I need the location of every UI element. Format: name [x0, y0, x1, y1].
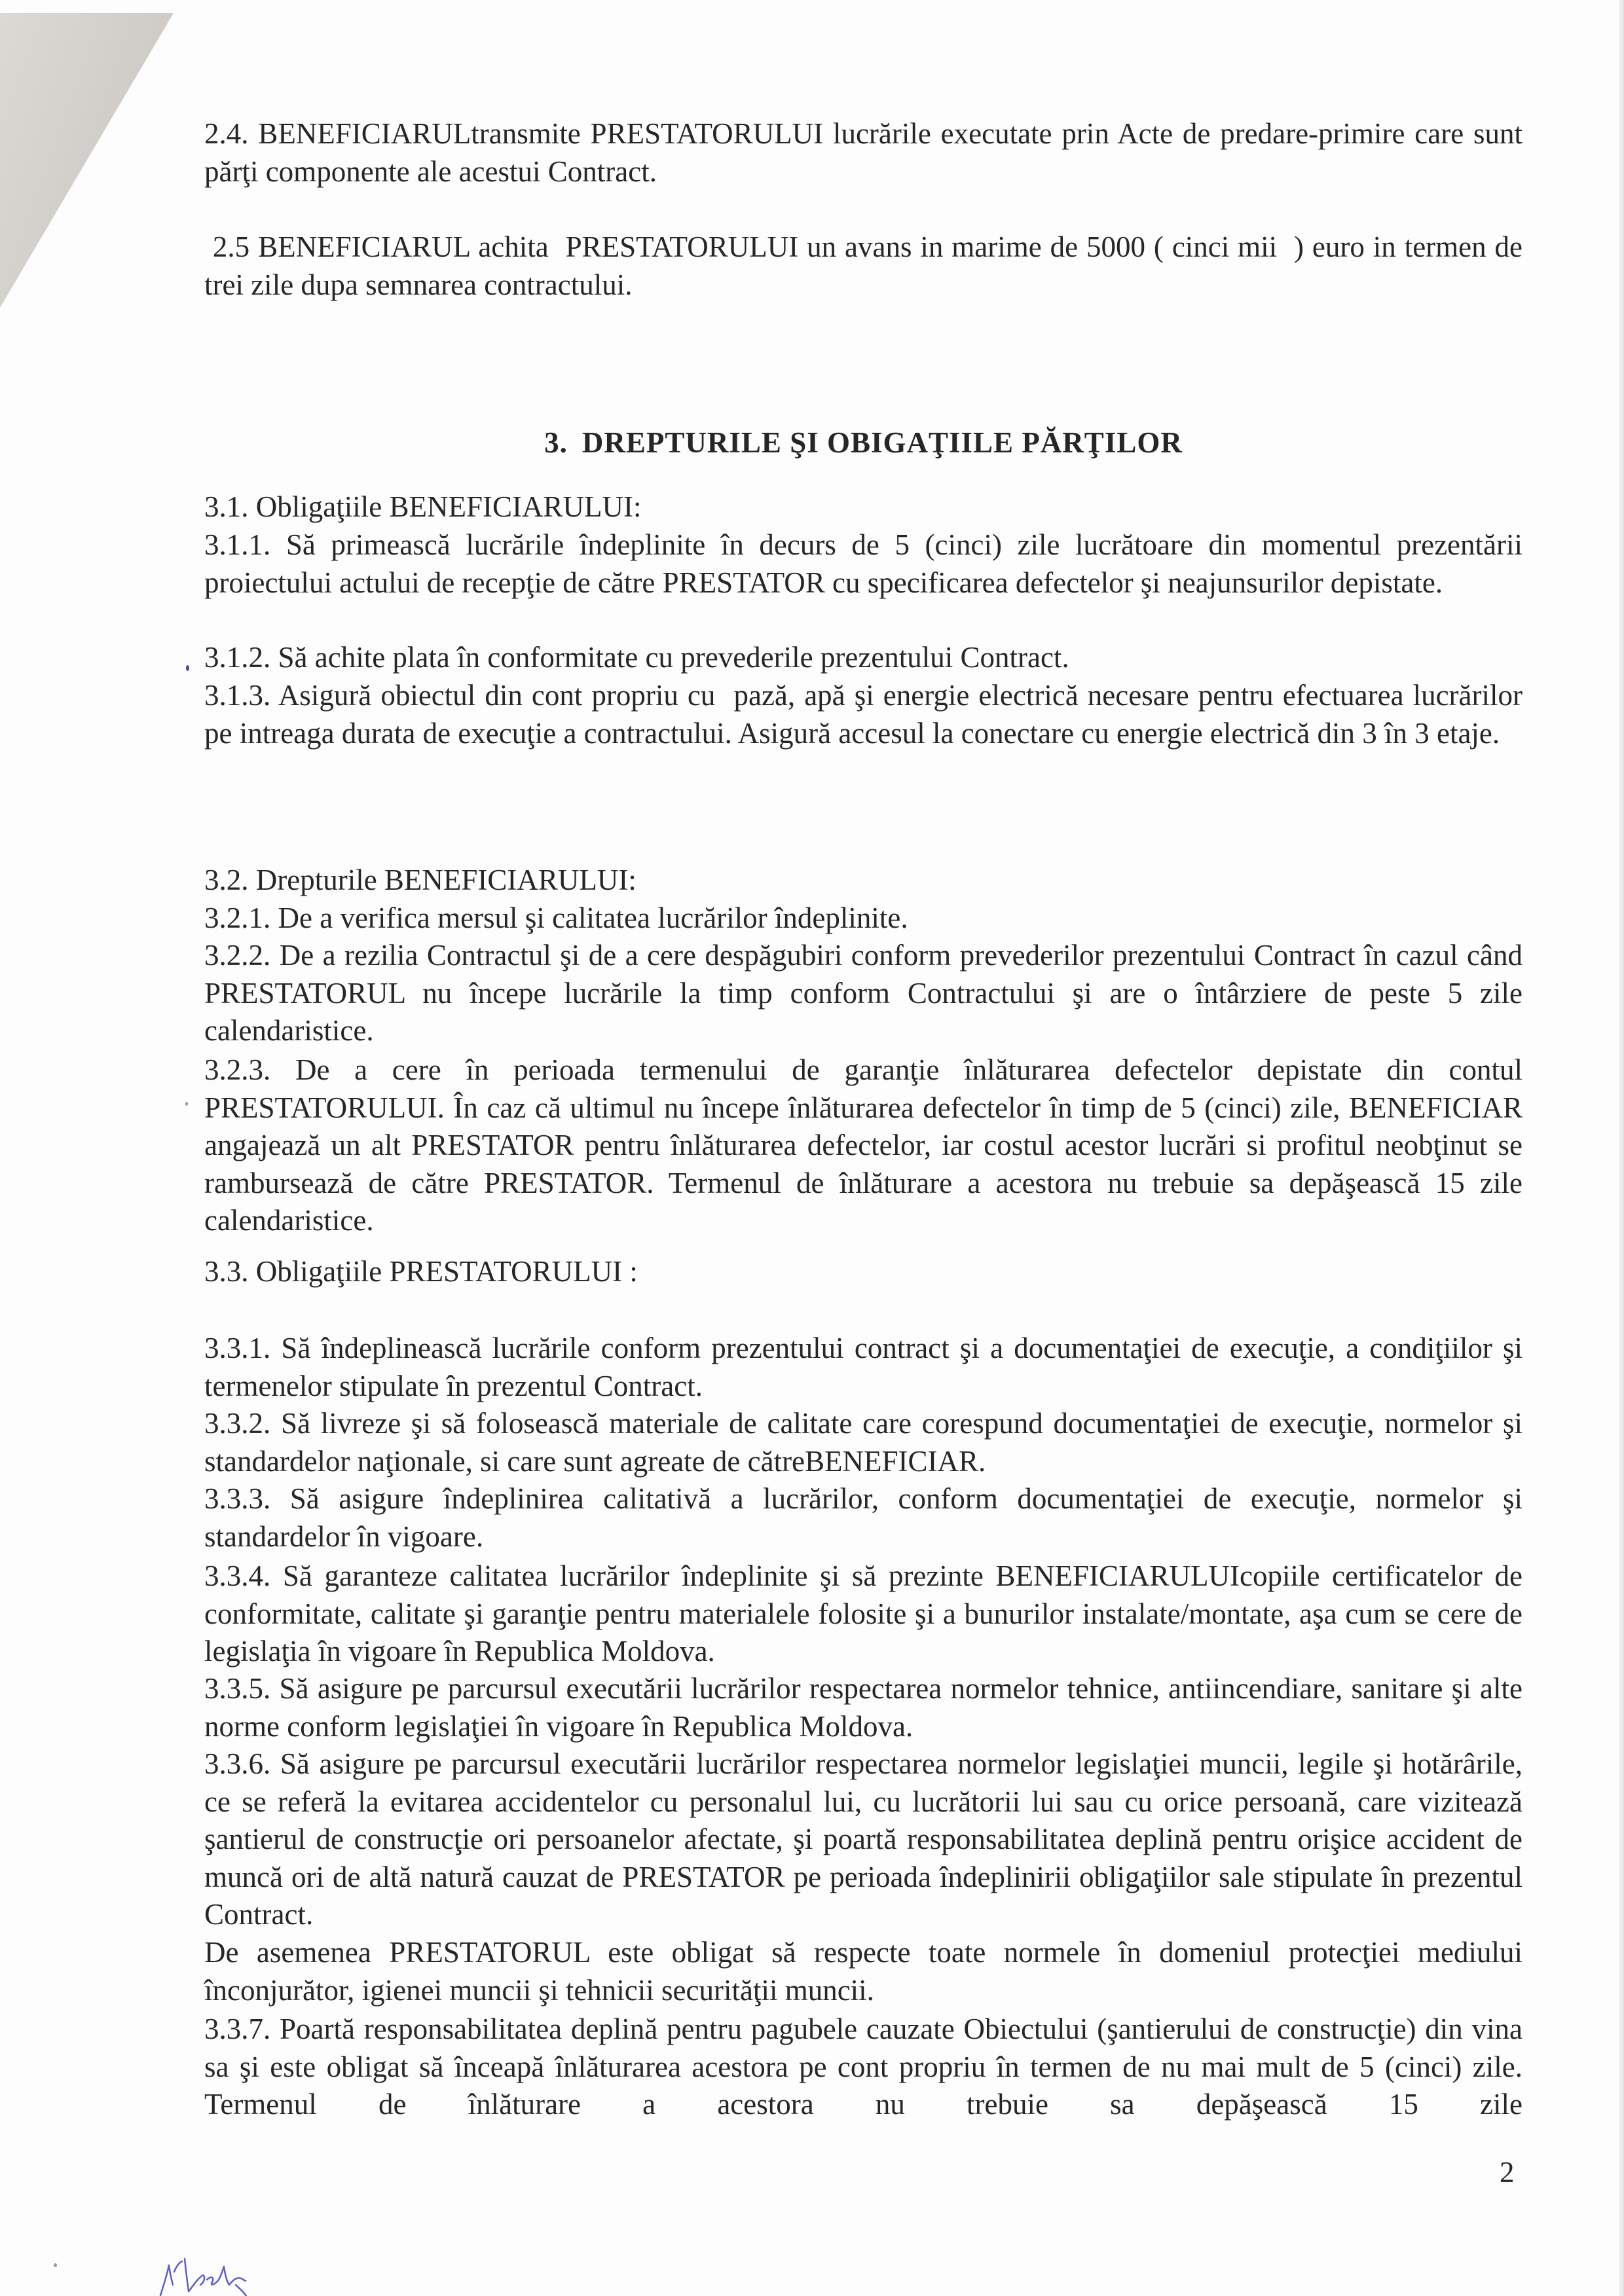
- subsection-title-3-2: 3.2. Drepturile BENEFICIARULUI:: [204, 864, 637, 896]
- page-number: 2: [1500, 2156, 1515, 2189]
- clause-3-3-4: 3.3.4. Să garanteze calitatea lucrărilor îndeplinite şi să prezinte BENEFICIARULUIcopiile certificatelor de conformitate, calitate şi garanţie pentru materialele folosite şi a bunurilor instalate/montate, aşa cum se cere de legislaţia în vigoare în Republica Moldova.: [204, 1559, 1522, 1667]
- scan-speck: [54, 2263, 57, 2267]
- page-right-edge: [1619, 0, 1624, 2296]
- section-number: 3.: [544, 426, 568, 459]
- clause-3-3-7: 3.3.7. Poartă responsabilitatea deplină pentru pagubele cauzate Obiectului (şantierului de construcţie) din vina sa şi este obligat să înceapă înlăturarea acestora pe cont propriu în termen de nu mai mult de 5 (cinci) zile. Termenul de înlăturare a acestora nu trebuie sa depăşească 15 zile: [204, 2013, 1522, 2121]
- clause-3-3-6: 3.3.6. Să asigure pe parcursul executării lucrărilor respectarea normelor legislaţiei muncii, legile şi hotărârile, ce se referă la evitarea accidentelor cu personalul lui, cu lucrătorii lui sau cu orice persoană, care vizitează şantierul de construcţie ori persoanelor afectate, şi poartă responsabilitatea deplină pentru orişice accident de muncă ori de altă natură cauzat de PRESTATOR pe perioada îndeplinirii obligaţiilor sale stipulate în prezentul Contract.: [204, 1747, 1522, 1931]
- handwritten-signature: [131, 2239, 327, 2296]
- clause-3-1-2: 3.1.2. Să achite plata în conformitate cu prevederile prezentului Contract.: [204, 641, 1069, 674]
- scan-speck: [185, 1102, 188, 1106]
- clause-3-3-3: 3.3.3. Să asigure îndeplinirea calitativă a lucrărilor, conform documentaţiei de execuţie, normelor şi standardelor în vigoare.: [204, 1482, 1522, 1553]
- paragraph-2-5: 2.5 BENEFICIARUL achita PRESTATORULUI un avans in marime de 5000 ( cinci mii ) euro in termen de trei zile dupa semnarea contractului.: [204, 230, 1530, 301]
- clause-3-1-1: 3.1.1. Să primească lucrările îndeplinite în decurs de 5 (cinci) zile lucrătoare din momentul prezentării proiectului actului de recepţie de către PRESTATOR cu specificarea defectelor şi neajunsurilor depistate.: [204, 528, 1522, 599]
- subsection-title-3-3: 3.3. Obligaţiile PRESTATORULUI :: [204, 1255, 638, 1288]
- section-heading: [204, 424, 1522, 462]
- paragraph-2-4: 2.4. BENEFICIARULtransmite PRESTATORULUI lucrările executate prin Acte de predare-primire care sunt părţi componente ale acestui Contract.: [204, 117, 1522, 188]
- subsection-title-3-1: 3.1. Obligaţiile BENEFICIARULUI:: [204, 490, 642, 523]
- clause-3-2-1: 3.2.1. De a verifica mersul şi calitatea lucrărilor îndeplinite.: [204, 902, 908, 934]
- clause-environment-obligation: De asemenea PRESTATORUL este obligat să respecte toate normele în domeniul protecţiei mediului înconjurător, igienei muncii şi tehnicii securităţii muncii.: [204, 1936, 1522, 2007]
- clause-3-3-5: 3.3.5. Să asigure pe parcursul executării lucrărilor respectarea normelor tehnice, antiincendiare, sanitare şi alte norme conform legislaţiei în vigoare în Republica Moldova.: [204, 1672, 1522, 1743]
- clause-3-3-2: 3.3.2. Să livreze şi să folosească materiale de calitate care corespund documentaţiei de execuţie, normelor şi standardelor naţionale, si care sunt agreate de cătreBENEFICIAR.: [204, 1407, 1522, 1478]
- clause-3-3-1: 3.3.1. Să îndeplinească lucrările conform prezentului contract şi a documentaţiei de execuţie, a condiţiilor şi termenelor stipulate în prezentul Contract.: [204, 1332, 1522, 1402]
- clause-3-2-3: 3.2.3. De a cere în perioada termenului de garanţie înlăturarea defectelor depistate din contul PRESTATORULUI. În caz că ultimul nu începe înlăturarea defectelor în timp de 5 (cinci) zile, BENEFICIAR angajează un alt PRESTATOR pentru înlăturarea defectelor, iar costul acestor lucrări si profitul neobţinut se rambursează de către PRESTATOR. Termenul de înlăturare a acestora nu trebuie sa depăşească 15 zile calendaristice.: [204, 1053, 1522, 1237]
- clause-3-2-2: 3.2.2. De a rezilia Contractul şi de a cere despăgubiri conform prevederilor prezentului Contract în cazul când PRESTATORUL nu începe lucrările la timp conform Contractului şi are o întârziere de peste 5 zile calendaristice.: [204, 939, 1522, 1047]
- scan-speck: [186, 665, 189, 671]
- folded-page-corner: [0, 0, 196, 340]
- section-title: DREPTURILE ŞI OBIGAŢIILE PĂRŢILOR: [581, 426, 1183, 459]
- clause-3-1-3: 3.1.3. Asigură obiectul din cont propriu cu pază, apă şi energie electrică necesare pentru efectuarea lucrărilor pe intreaga durata de execuţie a contractului. Asigură accesul la conectare cu energie electrică din 3 în 3 etaje.: [204, 679, 1530, 750]
